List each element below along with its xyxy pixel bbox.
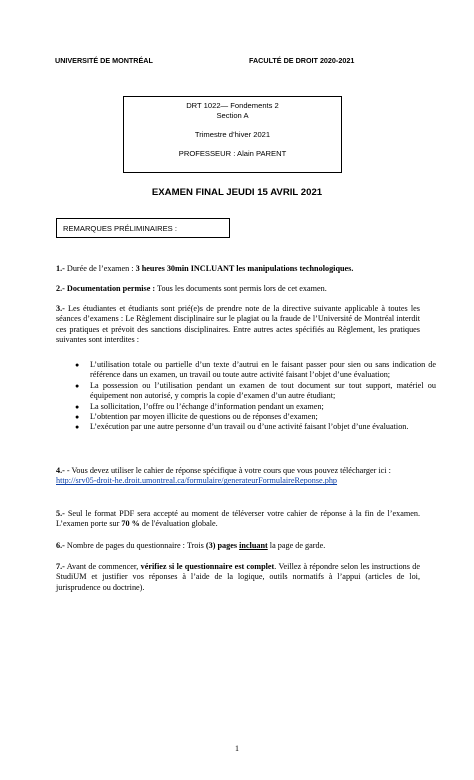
item-5-bold: 70 % xyxy=(121,519,140,529)
answer-booklet-link[interactable]: http://srv05-droit-he.droit.umontreal.ca/formulaire/generateurFormulaireReponse.php xyxy=(56,476,338,486)
faculty-header: FACULTÉ DE DROIT 2020-2021 xyxy=(249,56,355,65)
item-3-text: Les étudiantes et étudiants sont prié(e)s de prendre note de la directive suivante applicable à toutes les séances d’examens : Le Règlement disciplinaire sur le plagiat ou la fraude de l’Université de Montréal interdit ces pratiques et prévoit des sanctions disciplinaires. Entre autres actes spécifiés au Règlement, les pratiques suivantes sont interdites : xyxy=(56,304,420,345)
list-item: ● La sollicitation, l’offre ou l’échange d’information pendant un examen; xyxy=(75,401,324,411)
course-section: Section A xyxy=(216,111,249,120)
item-7-bold: vérifiez si le questionnaire est complet xyxy=(140,562,275,571)
item-2 xyxy=(56,284,420,294)
item-3-number: 3.- xyxy=(56,304,65,313)
item-6-number: 6.- xyxy=(56,541,65,550)
item-4-text: - Vous devez utiliser le cahier de réponse spécifique à votre cours que vous pouvez télécharger ici : xyxy=(64,466,391,475)
university-header: UNIVERSITÉ DE MONTRÉAL xyxy=(55,56,153,65)
item-2-bold: Documentation permise : xyxy=(64,284,156,293)
item-6-underlined: incluant xyxy=(239,541,268,550)
item-1 xyxy=(56,264,420,274)
item-1-text: Durée de l’examen : xyxy=(64,264,136,273)
bullet-icon: ● xyxy=(75,361,80,369)
remarks-box xyxy=(56,218,230,238)
item-1-bold: 3 heures 30min INCLUANT les manipulations technologiques. xyxy=(135,264,354,273)
list-item: ● L’obtention par moyen illicite de questions ou de réponses d’examen; xyxy=(75,412,318,422)
item-3 xyxy=(56,304,420,346)
bullet-icon: ● xyxy=(75,413,80,422)
course-code: DRT 1022— Fondements 2 xyxy=(186,101,279,110)
bullet-icon: ● xyxy=(75,402,80,411)
exam-title: EXAMEN FINAL JEUDI 15 AVRIL 2021 xyxy=(151,187,323,198)
item-7: 7.- Avant de commencer, vérifiez si le questionnaire est complet. Veillez à répondre selon les instructions de StudiUM et justifier vos réponses à l’aide de la logique, outils normatifs à l’appui (articles de loi, jurisprudence ou doctrine). xyxy=(56,562,420,592)
bullet-icon: ● xyxy=(75,381,80,390)
list-item: ● L’exécution par une autre personne d’un travail ou d’une activité faisant l’objet d’une évaluation. xyxy=(75,422,409,432)
item-5: 5.- Seul le format PDF sera accepté au moment de téléverser votre cahier de réponse à la fin de l’examen. L’examen porte sur 70 % de l'évaluation globale. xyxy=(56,509,420,529)
item-4 xyxy=(56,466,420,487)
list-item: ● L’utilisation totale ou partielle d’un texte d’autrui en le faisant passer pour sien ou sans indication de référence dans un examen, un travail ou toute autre activité faisant l’objet d’une évaluation; xyxy=(75,360,436,380)
course-info-box xyxy=(123,96,342,173)
item-1-number: 1.- xyxy=(56,264,65,273)
prohibited-practices-list xyxy=(73,360,436,433)
item-5-number: 5.- xyxy=(56,509,65,518)
item-6: 6.- Nombre de pages du questionnaire : Trois (3) pages incluant la page de garde. xyxy=(56,541,326,550)
list-item: ● La possession ou l’utilisation pendant un examen de tout document sur tout support, matériel ou équipement non autorisé, y compris la copie d’examen d’un autre étudiant; xyxy=(75,380,436,401)
item-2-number: 2.- xyxy=(56,284,65,293)
page-number: 1 xyxy=(235,744,239,753)
item-7-number: 7.- xyxy=(56,562,65,571)
remarks-label: REMARQUES PRÉLIMINAIRES : xyxy=(63,224,177,233)
bullet-icon: ● xyxy=(75,423,80,432)
item-2-text: Tous les documents sont permis lors de cet examen. xyxy=(155,284,327,293)
item-4-number: 4.- xyxy=(56,466,65,475)
course-term: Trimestre d’hiver 2021 xyxy=(194,130,271,139)
course-professor: PROFESSEUR : Alain PARENT xyxy=(178,149,287,158)
